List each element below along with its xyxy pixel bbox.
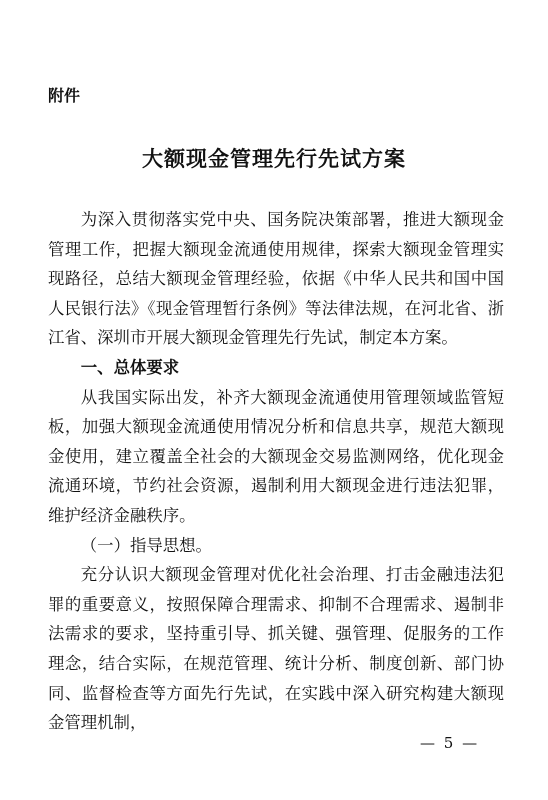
subsection-heading: （一）指导思想。: [80, 535, 212, 555]
document-body: [48, 205, 504, 738]
section-heading: 一、总体要求: [80, 357, 180, 377]
intro-paragraph: 为深入贯彻落实党中央、国务院决策部署，推进大额现金管理工作，把握大额现金流通使用规律，探索大额现金管理实现路径，总结大额现金管理经验，依据《中华人民共和国中国人民银行法》《现金管理暂行条例》等法律法规，在河北省、浙江省、深圳市开展大额现金管理先行先试，制定本方案。: [48, 210, 504, 348]
document-title: 大额现金管理先行先试方案: [142, 146, 406, 171]
section-paragraph: 从我国实际出发，补齐大额现金流通使用管理领域监管短板，加强大额现金流通使用情况分析和信息共享，规范大额现金使用，建立覆盖全社会的大额现金交易监测网络，优化现金流通环境，节约社会资源，遏制利用大额现金进行违法犯罪，维护经济金融秩序。: [48, 387, 504, 525]
subsection-paragraph: 充分认识大额现金管理对优化社会治理、打击金融违法犯罪的重要意义，按照保障合理需求、抑制不合理需求、遏制非法需求的要求，坚持重引导、抓关键、强管理、促服务的工作理念，结合实际，在规范管理、统计分析、制度创新、部门协同、监督检查等方面先行先试，在实践中深入研究构建大额现金管理机制，: [48, 565, 504, 733]
page-number: — 5 —: [420, 734, 480, 752]
annex-label: 附件: [48, 86, 81, 105]
